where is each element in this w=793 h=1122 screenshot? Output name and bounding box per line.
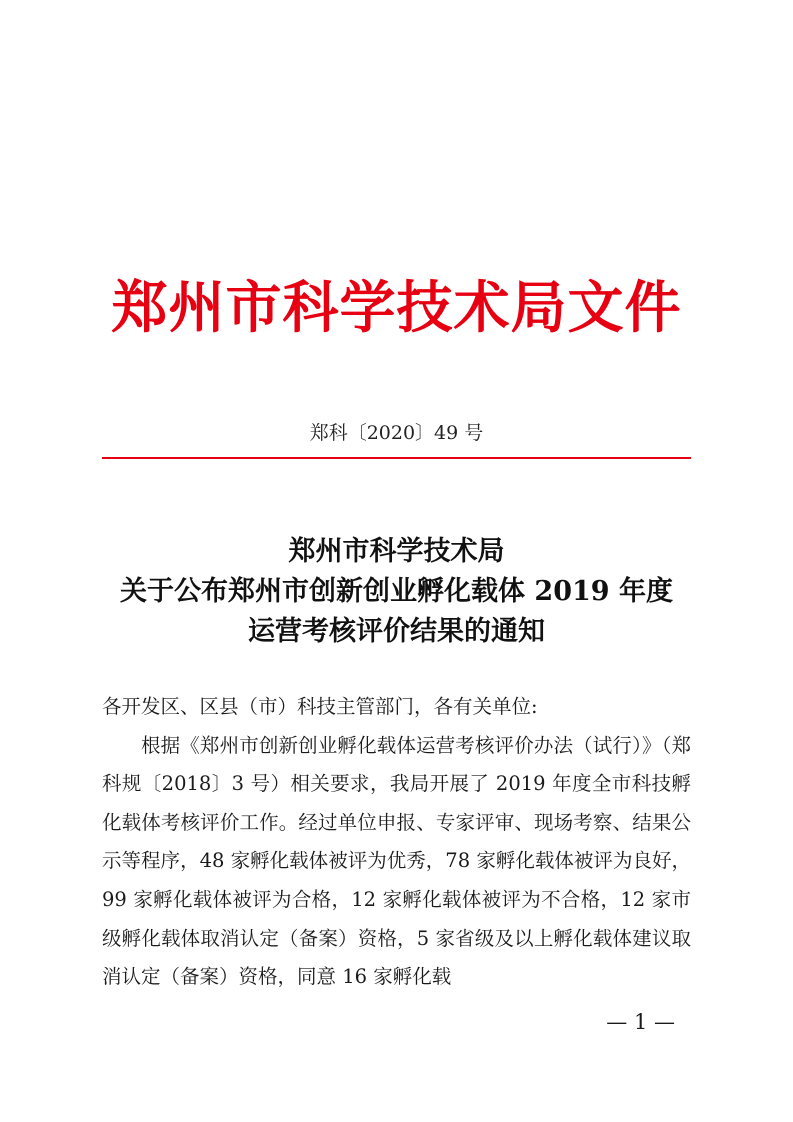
salutation: 各开发区、区县（市）科技主管部门，各有关单位: — [102, 695, 538, 718]
notice-body — [102, 688, 691, 997]
notice-title-line-1: 郑州市科学技术局 — [288, 536, 505, 567]
notice-title-line-2: 关于公布郑州市创新创业孵化载体 2019 年度 — [120, 576, 673, 607]
page-number: — 1 — — [606, 1010, 675, 1034]
document-header-title: 郑州市科学技术局文件 — [111, 275, 682, 341]
body-paragraph: 根据《郑州市创新创业孵化载体运营考核评价办法（试行）》（郑科规〔2018〕3 号）相关要求，我局开展了 2019 年度全市科技孵化载体考核评价工作。经过单位申报、专家评审、现场考察、结果公示等程序，48 家孵化载体被评为优秀，78 家孵化载体被评为良好，99 家孵化载体被评为合格，12 家孵化载体被评为不合格，12 家市级孵化载体取消认定（备案）资格，5 家省级及以上孵化载体建议取消认定（备案）资格，同意 16 家孵化载 — [102, 733, 691, 989]
document-number: 郑科〔2020〕49 号 — [309, 422, 484, 444]
notice-title-line-3: 运营考核评价结果的通知 — [248, 616, 545, 647]
red-divider-line — [102, 457, 691, 459]
notice-title — [0, 532, 793, 652]
